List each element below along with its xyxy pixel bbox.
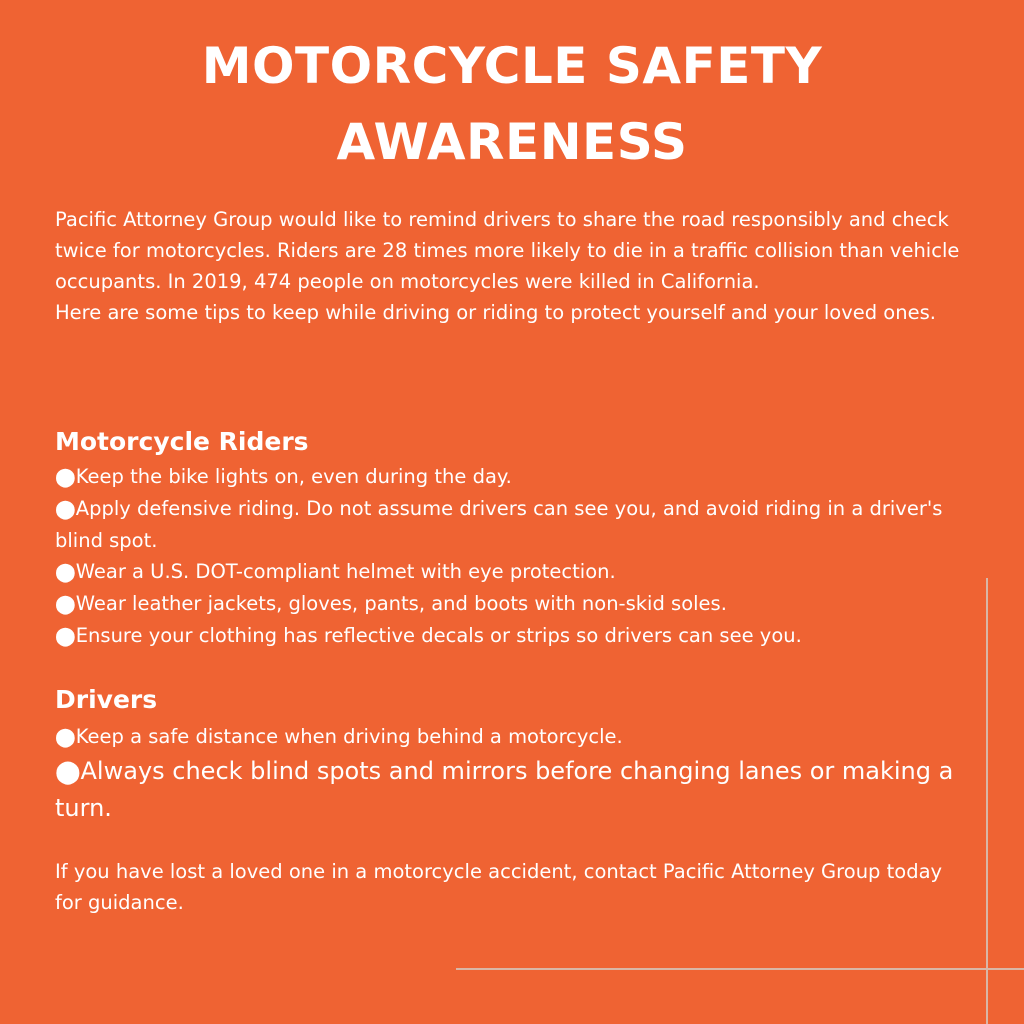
bullet-icon: ⬤ [55,759,81,785]
page-title [60,28,964,180]
tip-text: Ensure your clothing has reflective decals or strips so drivers can see you. [75,624,802,647]
list-item [55,721,975,753]
bullet-icon: ⬤ [55,562,76,583]
bullet-icon: ⬤ [55,727,76,748]
title-line-1: MOTORCYCLE SAFETY [201,37,823,95]
list-item [55,620,975,652]
list-item [55,461,975,493]
bullet-icon: ⬤ [55,467,76,488]
list-item [55,753,975,826]
intro-paragraph-2: Here are some tips to keep while driving or riding to protect yourself and your loved ones. [55,301,936,324]
bullet-icon: ⬤ [55,594,76,615]
closing-paragraph: If you have lost a loved one in a motorcycle accident, contact Pacific Attorney Group today for guidance. [55,860,943,914]
list-item [55,556,975,588]
tip-text: Keep the bike lights on, even during the day. [75,465,512,488]
list-item [55,493,975,556]
decorative-horizontal-line [456,968,1024,970]
drivers-heading: Drivers [55,685,158,714]
riders-tips-list [55,461,975,652]
tip-text: Wear a U.S. DOT-compliant helmet with eye protection. [75,560,616,583]
tip-text: Wear leather jackets, gloves, pants, and boots with non-skid soles. [75,592,727,615]
drivers-tips-list [55,721,975,826]
tip-text: Always check blind spots and mirrors before changing lanes or making a turn. [55,757,954,822]
closing-text [55,856,975,918]
tip-text: Apply defensive riding. Do not assume drivers can see you, and avoid riding in a driver's blind spot. [55,497,943,552]
intro-paragraph-1: Pacific Attorney Group would like to remind drivers to share the road responsibly and check twice for motorcycles. Riders are 28 times more likely to die in a traffic collision than vehicle occupants. In 2019, 474 people on motorcycles were killed in California. [55,208,960,293]
title-line-2: AWARENESS [336,113,688,171]
decorative-vertical-line [986,578,988,1024]
riders-heading: Motorcycle Riders [55,427,309,456]
list-item [55,588,975,620]
intro-text [55,204,975,328]
bullet-icon: ⬤ [55,626,76,647]
tip-text: Keep a safe distance when driving behind a motorcycle. [75,725,623,748]
bullet-icon: ⬤ [55,499,76,520]
